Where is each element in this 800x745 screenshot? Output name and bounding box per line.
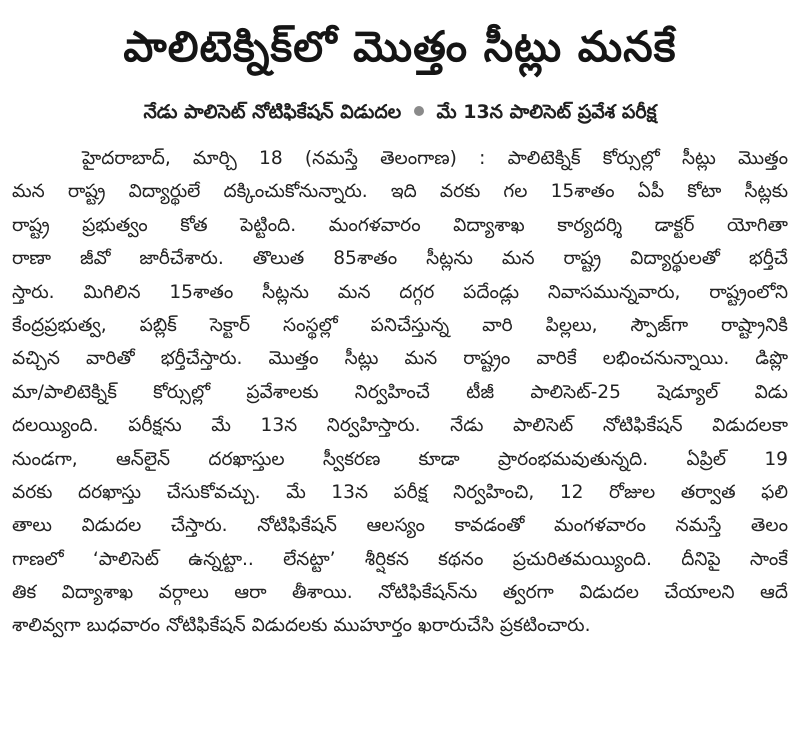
subhead-exam-date: మే 13న పాలిసెట్ ప్రవేశ పరీక్ష (436, 101, 657, 123)
headline: పాలిటెక్నిక్‌లో మొత్తం సీట్లు మనకే (123, 22, 677, 71)
body-line: కేంద్రప్రభుత్వ, పబ్లిక్ సెక్టార్ సంస్థల్లో పనిచేస్తున్న వారి పిల్లలు, స్పౌజ్‌గా రాష్ట్రానికి (12, 314, 788, 336)
subheadline (12, 92, 788, 132)
body-line: హైదరాబాద్, మార్చి 18 (నమస్తే తెలంగాణ) : పాలిటెక్నిక్ కోర్సుల్లో సీట్లు మొత్తం (82, 148, 788, 169)
body-line: వరకు దరఖాస్తు చేసుకోవచ్చు. మే 13న పరీక్ష నిర్వహించి, 12 రోజుల తర్వాత ఫలి (12, 481, 788, 503)
bullet-separator (414, 106, 424, 116)
body-line: రాణా జీవో జారీచేశారు. తొలుత 85శాతం సీట్లను మన రాష్ట్ర విద్యార్థులతో భర్తీచే (12, 248, 788, 270)
body-line: స్తారు. మిగిలిన 15శాతం సీట్లను మన దగ్గర పదేండ్లు నివాసమున్నవారు, రాష్ట్రంలోని (12, 281, 788, 303)
body-line: తిక విద్యాశాఖ వర్గాలు ఆరా తీశాయి. నోటిఫికేషన్‌ను త్వరగా విడుదల చేయాలని ఆదే (12, 582, 788, 604)
body-line: మన రాష్ట్ర విద్యార్థులే దక్కించుకోనున్నారు. ఇది వరకు గల 15శాతం ఏపీ కోటా సీట్లకు (12, 181, 788, 203)
body-line: శాలివ్వగా బుధవారం నోటిఫికేషన్ విడుదలకు ముహూర్తం ఖరారుచేసి ప్రకటించారు. (12, 615, 591, 637)
subhead-notification: నేడు పాలిసెట్ నోటిఫికేషన్ విడుదల (143, 101, 402, 123)
body-line: తాలు విడుదల చేస్తారు. నోటిఫికేషన్ ఆలస్యం కావడంతో మంగళవారం నమస్తే తెలం (12, 515, 788, 537)
body-line: గాణలో ‘పాలిసెట్ ఉన్నట్టా.. లేనట్టా’ శీర్షికన కథనం ప్రచురితమయ్యింది. దీనిపై సాంకే (12, 548, 788, 570)
body-line: రాష్ట్ర ప్రభుత్వం కోత పెట్టింది. మంగళవారం విద్యాశాఖ కార్యదర్శి డాక్టర్ యోగితా (12, 214, 788, 236)
body-line: వచ్చిన వారితో భర్తీచేస్తారు. మొత్తం సీట్లు మన రాష్ట్రం వారికే లభించనున్నాయి. డిప్లొ (12, 348, 788, 370)
body-line: దలయ్యింది. పరీక్షను మే 13న నిర్వహిస్తారు. నేడు పాలిసెట్ నోటిఫికేషన్ విడుదలకా (12, 415, 788, 437)
body-line: నుండగా, ఆన్‌లైన్ దరఖాస్తుల స్వీకరణ కూడా ప్రారంభమవుతున్నది. ఏప్రిల్ 19 (12, 448, 788, 470)
article-body (12, 142, 788, 643)
body-line: మా/పాలిటెక్నిక్ కోర్సుల్లో ప్రవేశాలకు నిర్వహించే టీజీ పాలిసెట్-25 షెడ్యూల్ విడు (12, 381, 788, 403)
